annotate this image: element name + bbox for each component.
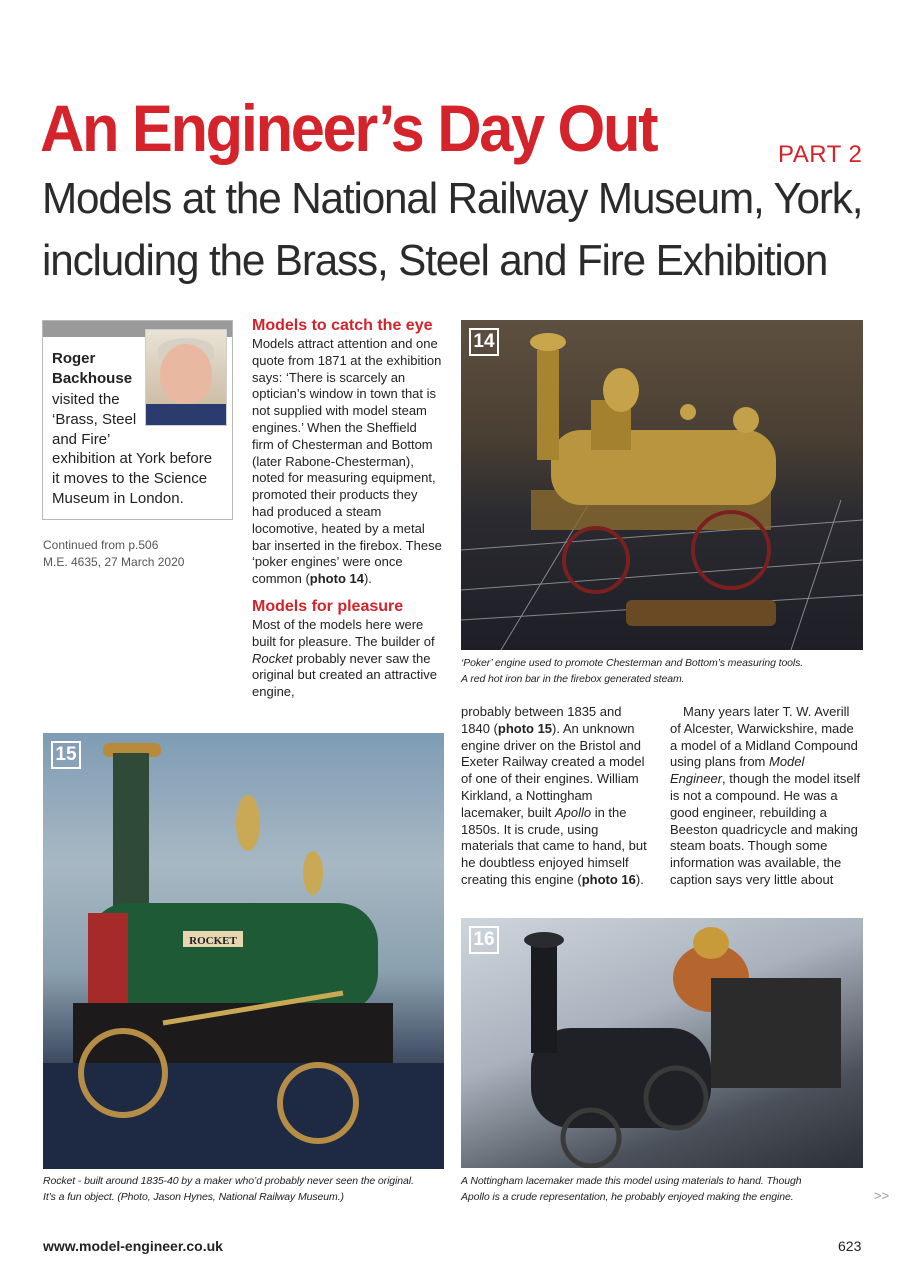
- rocket-nameplate: ROCKET: [189, 935, 237, 947]
- subhead-for-pleasure: Models for pleasure: [252, 597, 404, 615]
- apollo-illustration: [461, 918, 863, 1168]
- poker-engine-illustration: [461, 320, 863, 650]
- paragraph-for-pleasure: Most of the models here were built for pleasure. The builder of Rocket probably never saw the original but created an attractive engine,: [252, 616, 437, 700]
- column-middle: [252, 316, 442, 701]
- subhead-catch-the-eye: Models to catch the eye: [252, 317, 433, 334]
- page-number: 623: [838, 1238, 862, 1254]
- author-bio: visited the ‘Brass, Steel and Fire’ exhibition at York before it moves to the Science Museum in London.: [52, 391, 213, 507]
- caption-photo-14: ‘Poker’ engine used to promote Chesterman and Bottom’s measuring tools. A red hot iron bar in the firebox generated steam.: [461, 657, 804, 685]
- caption-photo-15: Rocket - built around 1835-40 by a maker who’d probably never seen the original. It’s a fun object. (Photo, Jason Hynes, National Railway Museum.): [43, 1175, 414, 1203]
- column-right-a: probably between 1835 and 1840 (photo 15). An unknown engine driver on the Bristol and Exeter Railway created a model of one of their engines. William Kirkland, a Nottingham lacemaker, built Apollo in the 1850s. It is crude, using materials that came to hand, but he doubtless enjoyed himself creating this engine (photo 16).: [461, 704, 647, 887]
- caption-photo-16: A Nottingham lacemaker made this model using materials to hand. Though Apollo is a crude representation, he probably enjoyed making the engine.: [461, 1175, 802, 1203]
- column-right-b: Many years later T. W. Averill of Alcester, Warwickshire, made a model of a Midland Compound using plans from Model Engineer, though the model itself is not a compound. He was a good engineer, rebuilding a Beeston quadricycle and making steam boats. Though some information was available, the caption says very little about: [670, 704, 861, 887]
- photo-rocket-model: [43, 733, 444, 1169]
- photo-number-15: 15: [51, 741, 81, 769]
- footer-url[interactable]: www.model-engineer.co.uk: [43, 1238, 223, 1254]
- subtitle-line-1: Models at the National Railway Museum, York,: [42, 174, 863, 223]
- author-box: [42, 320, 233, 520]
- part-label: PART 2: [778, 141, 863, 168]
- paragraph-catch-the-eye: Models attract attention and one quote from 1871 at the exhibition says: ‘There is scarcely an optician’s window in town that is not supplied with model steam engines.’ When the Sheffield firm of Chesterman and Bottom (later Rabone-Chesterman), noted for measuring equipment, promoted their products they had produced a steam locomotive, heated by a metal bar inserted in the firebox. These ‘poker engines’ were once common (photo 14).: [252, 336, 442, 587]
- rocket-illustration: [43, 733, 444, 1169]
- next-page-icon: >>: [874, 1188, 890, 1203]
- article-title: An Engineer’s Day Out: [40, 91, 657, 165]
- article-subtitle: [42, 168, 882, 292]
- author-name: Roger Backhouse: [52, 350, 133, 387]
- subtitle-line-2: including the Brass, Steel and Fire Exhibition: [42, 236, 828, 285]
- photo-number-14: 14: [469, 328, 499, 356]
- photo-poker-engine: [461, 320, 863, 650]
- photo-number-16: 16: [469, 926, 499, 954]
- photo-apollo-model: [461, 918, 863, 1168]
- continued-note: Continued from p.506 M.E. 4635, 27 March 2020: [43, 538, 185, 569]
